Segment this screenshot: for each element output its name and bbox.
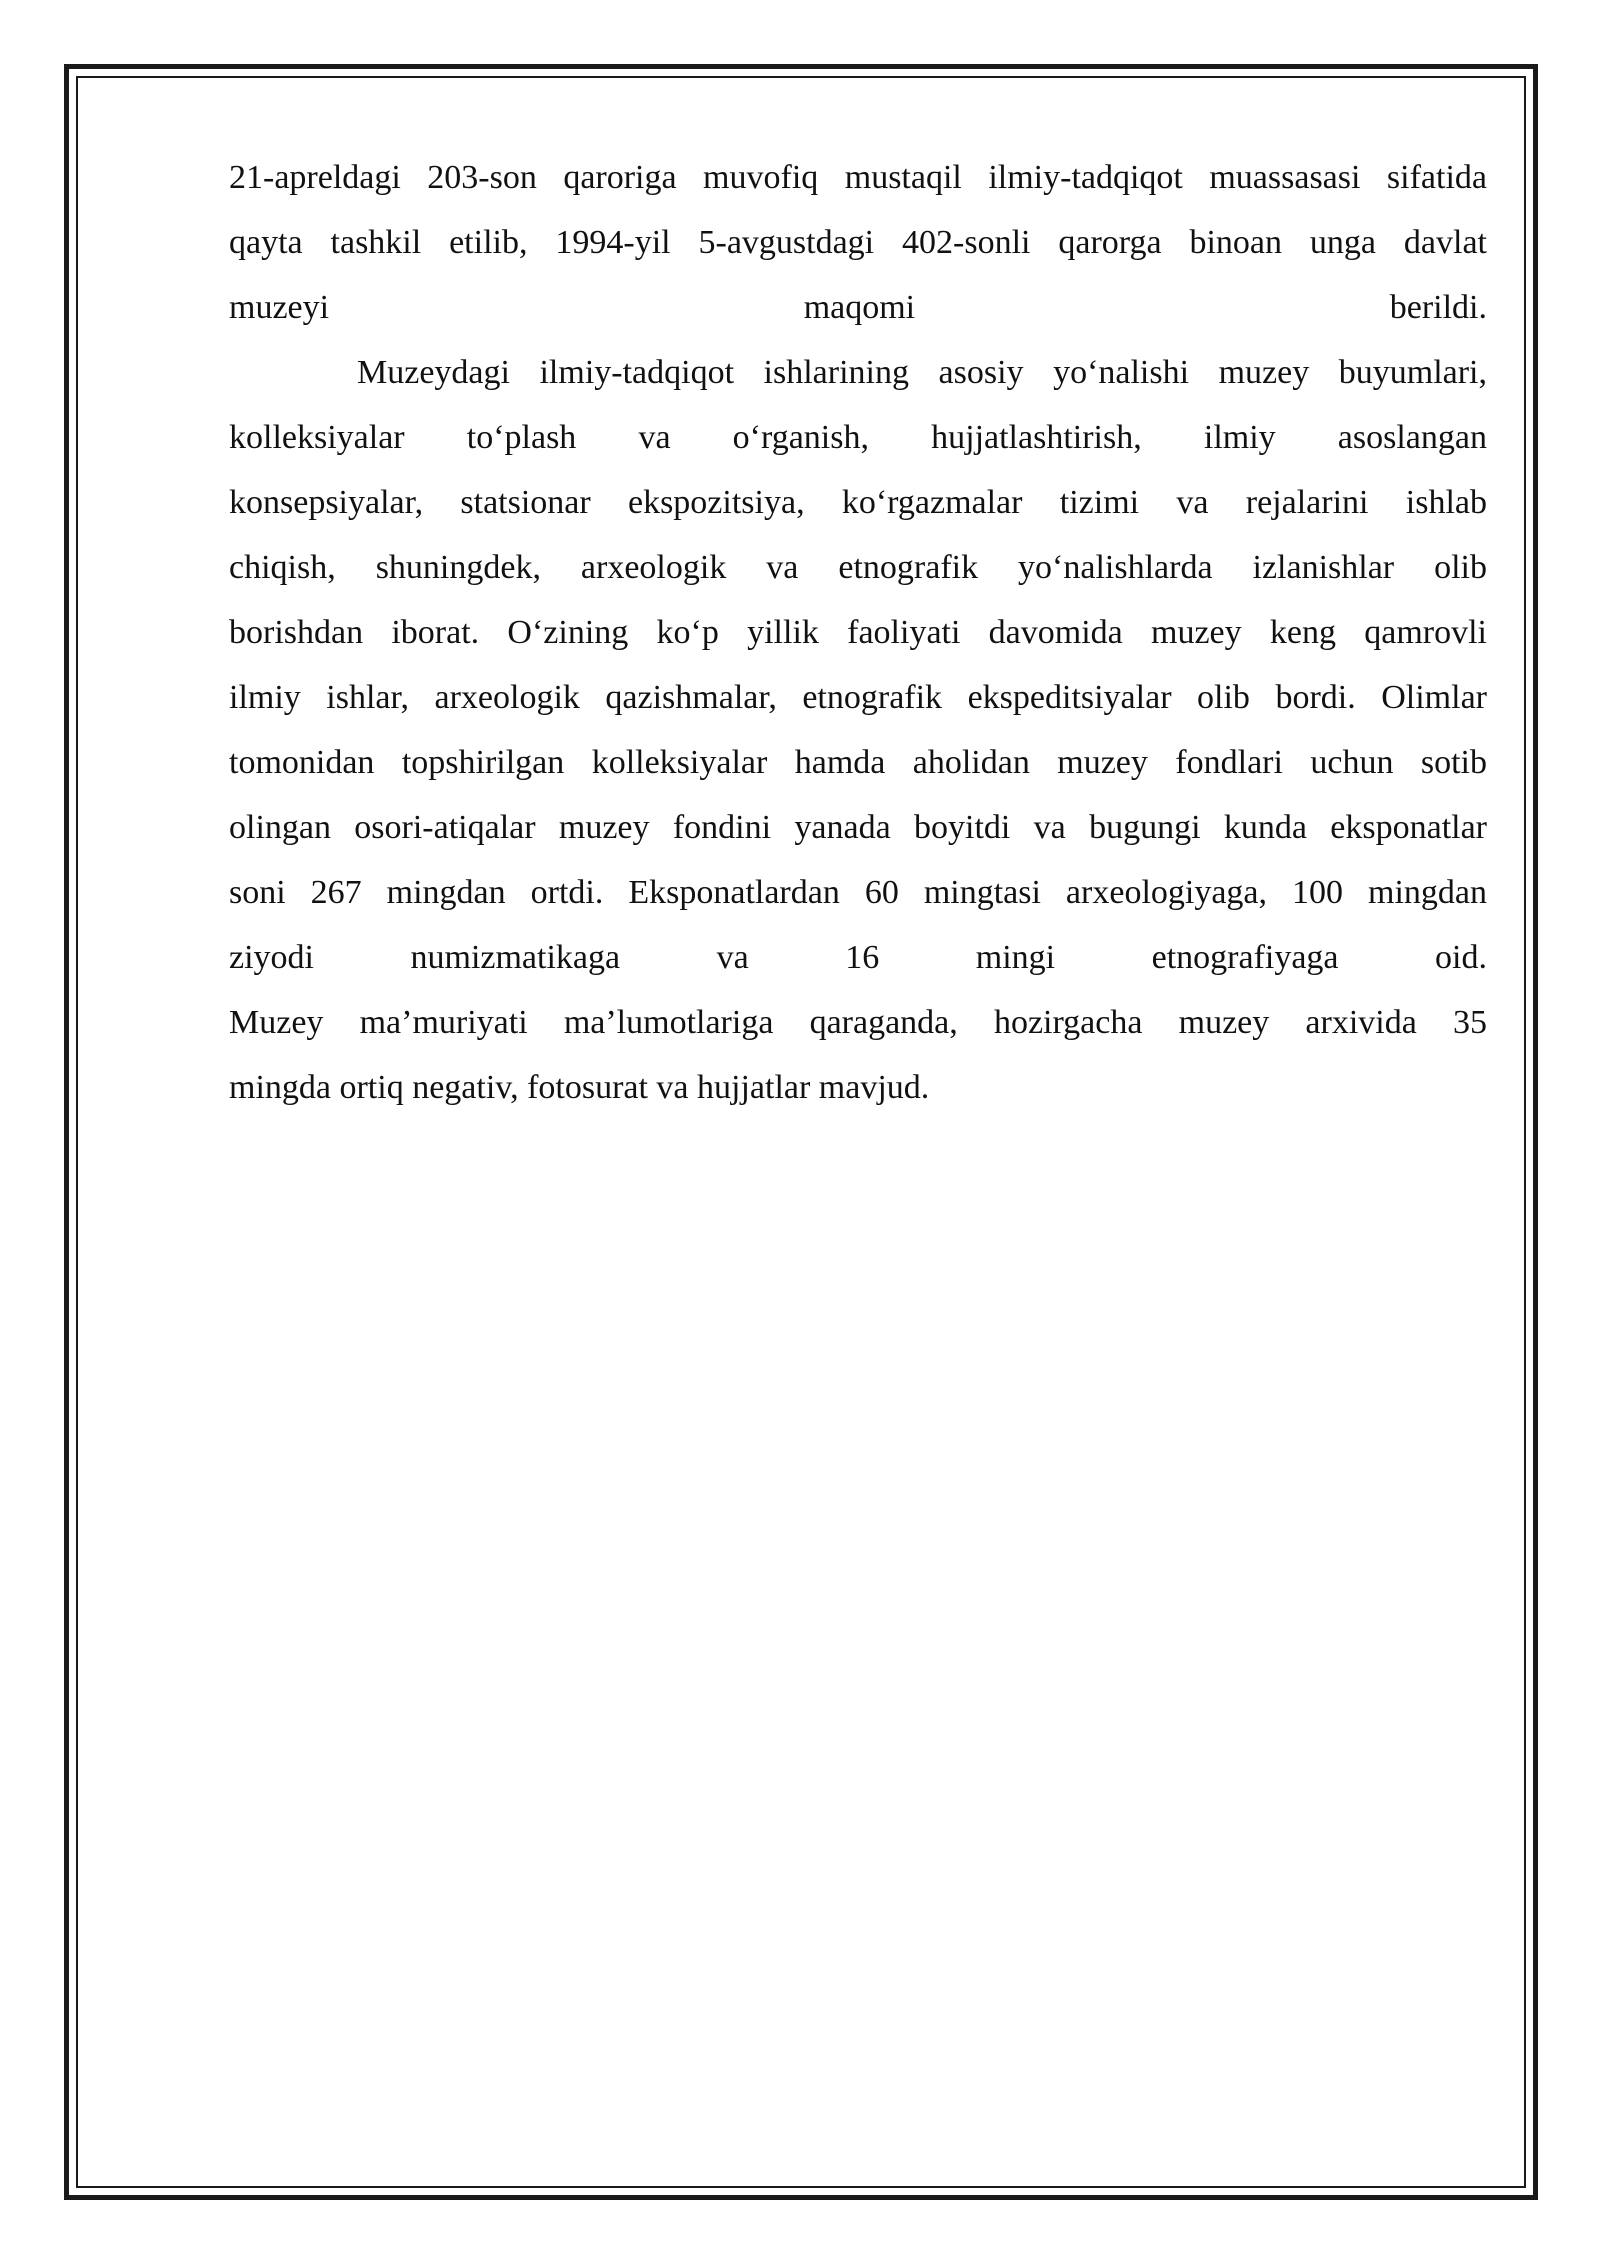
text-line: Muzeydagi ilmiy-tadqiqot ishlarining asosiy yo‘nalishi muzey buyumlari,: [357, 354, 1487, 391]
text-line: ziyodi numizmatikaga va 16 mingi etnografiyaga oid.: [229, 939, 1487, 976]
text-line: mingda ortiq negativ, fotosurat va hujjatlar mavjud.: [229, 1069, 930, 1106]
document-body: [229, 145, 1487, 1120]
text-line: soni 267 mingdan ortdi. Eksponatlardan 60 mingtasi arxeologiyaga, 100 mingdan: [229, 874, 1487, 911]
text-line: tomonidan topshirilgan kolleksiyalar hamda aholidan muzey fondlari uchun sotib: [229, 744, 1487, 781]
text-line: konsepsiyalar, statsionar ekspozitsiya, ko‘rgazmalar tizimi va rejalarini ishlab: [229, 484, 1487, 521]
text-line: olingan osori-atiqalar muzey fondini yanada boyitdi va bugungi kunda eksponatlar: [229, 809, 1487, 846]
text-line: qayta tashkil etilib, 1994-yil 5-avgustdagi 402-sonli qarorga binoan unga davlat: [229, 224, 1487, 261]
text-line: ilmiy ishlar, arxeologik qazishmalar, etnografik ekspeditsiyalar olib bordi. Olimlar: [229, 679, 1487, 716]
text-line: muzeyi maqomi berildi.: [229, 289, 1487, 326]
text-line: borishdan iborat. O‘zining ko‘p yillik faoliyati davomida muzey keng qamrovli: [229, 614, 1487, 651]
text-line: kolleksiyalar to‘plash va o‘rganish, hujjatlashtirish, ilmiy asoslangan: [229, 419, 1487, 456]
text-line: 21-apreldagi 203-son qaroriga muvofiq mustaqil ilmiy-tadqiqot muassasasi sifatida: [229, 159, 1487, 196]
text-line: chiqish, shuningdek, arxeologik va etnografik yo‘nalishlarda izlanishlar olib: [229, 549, 1487, 586]
text-line: Muzey ma’muriyati ma’lumotlariga qaraganda, hozirgacha muzey arxivida 35: [229, 1004, 1487, 1041]
